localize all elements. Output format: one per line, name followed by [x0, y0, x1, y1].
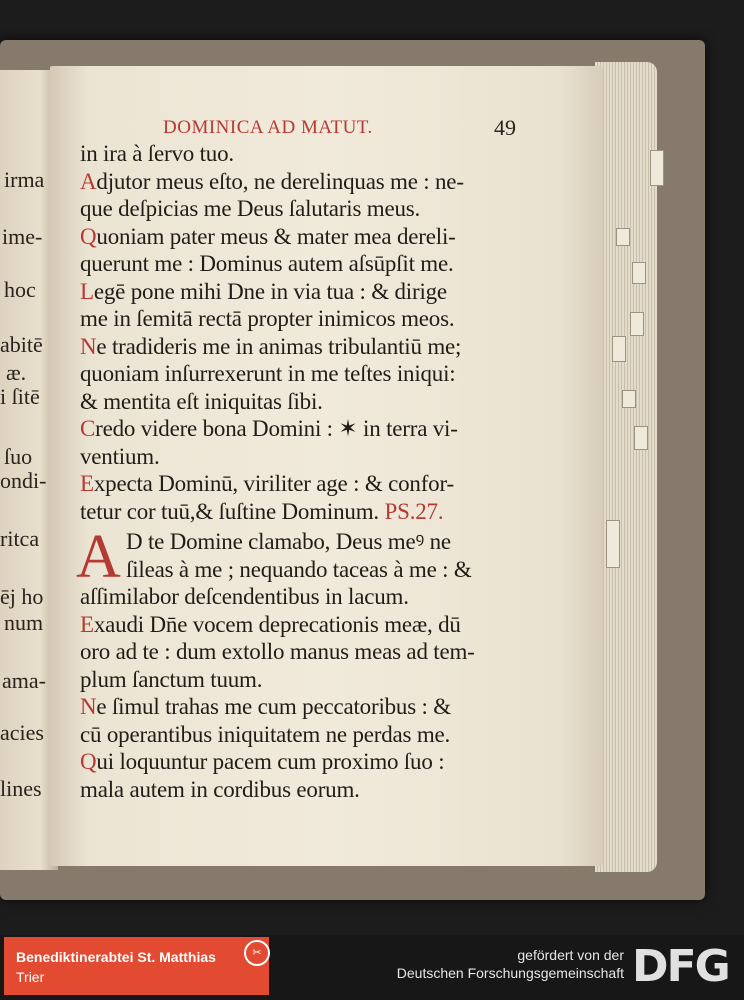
page-tab [634, 426, 648, 450]
page-tab [612, 336, 626, 362]
initial: L [80, 278, 94, 304]
initial: N [80, 333, 97, 359]
left-page-fragment: acies [0, 720, 44, 745]
text-line: Exaudi Dn̄e vocem deprecationis meæ, dū [80, 611, 461, 637]
text-line: mala autem in cordibus eorum. [80, 776, 360, 802]
page-tab [632, 262, 646, 284]
text-line: aſſimilabor deſcendentibus in lacum. [80, 584, 409, 609]
text-line: quoniam inſurrexerunt in me teſtes iniqui: [80, 361, 456, 386]
text-line: ſileas à me ; nequando taceas à me : & [126, 556, 472, 582]
left-page-fragment: irma [4, 167, 45, 192]
text-line: Ne tradideris me in animas tribulantiū me; [80, 333, 462, 359]
text-line: Ne ſimul trahas me cum peccatoribus : & [80, 694, 451, 719]
text-line: ventium. [80, 443, 160, 469]
text-line: Expecta Dominū, viriliter age : & confor- [80, 471, 454, 496]
page-tab [606, 520, 620, 568]
page-tab [650, 150, 664, 186]
left-page-fragment: ſuo [4, 444, 33, 469]
text-line: Adjutor meus eſto, ne derelinquas me : ne- [80, 168, 464, 194]
left-page-fragment: lines [0, 776, 42, 801]
initial: C [80, 416, 96, 441]
text-line: cū operantibus iniquitatem ne perdas me. [80, 721, 451, 747]
left-page-fragment: abitē [0, 332, 43, 357]
institution-city: Trier [16, 969, 45, 985]
psalm-reference: PS.27. [384, 498, 444, 524]
running-header: DOMINICA AD MATUT. [163, 117, 373, 138]
text-line: oro ad te : dum extollo manus meas ad tem- [80, 639, 475, 664]
page-tab [630, 312, 644, 336]
text-line: me in ſemitā rectā propter inimicos meos. [80, 306, 455, 331]
text-line: Quoniam pater meus & mater mea dereli- [80, 223, 456, 249]
drop-cap: A [76, 523, 121, 591]
page-tab [616, 228, 630, 246]
dfg-logo[interactable]: DFG [632, 941, 729, 992]
text-line: A D te Domine clamabo, Deus meꝰ ne [76, 523, 451, 591]
left-page-fragment: ēj ho [0, 584, 44, 609]
initial: E [80, 471, 94, 496]
page-edges [595, 62, 657, 872]
text-line: Qui loquuntur pacem cum proximo ſuo : [80, 749, 445, 774]
text-line: Credo videre bona Domini : ✶ in terra vi- [80, 416, 458, 441]
text-line: plum ſanctum tuum. [80, 666, 263, 692]
left-page-fragment: æ. [6, 360, 27, 385]
institution-badge[interactable] [4, 937, 269, 995]
left-page-fragment: num [4, 610, 44, 635]
funding-line-1: gefördert von der [517, 947, 624, 963]
institution-logo-icon: ✂ [244, 940, 270, 966]
left-page-fragment: hoc [4, 277, 36, 302]
text-line: tetur cor tuū,& ſuſtine Dominum. PS.27. [80, 498, 444, 524]
text-line: Legē pone mihi Dne in via tua : & dirige [80, 278, 447, 304]
text-line: querunt me : Dominus autem aſsūpſit me. [80, 251, 454, 276]
page-number: 49 [494, 115, 516, 140]
initial: N [80, 694, 97, 719]
left-page-fragment: i ſitē [0, 384, 40, 409]
text-line: que deſpicias me Deus ſalutaris meus. [80, 196, 421, 221]
funding-line-2: Deutschen Forschungsgemeinschaft [396, 965, 624, 981]
left-page-fragment: ama- [2, 668, 46, 693]
left-page-fragment: ritca [0, 526, 40, 551]
initial: A [80, 168, 97, 194]
text-line: in ira à ſervo tuo. [80, 141, 234, 166]
initial: Q [80, 223, 97, 249]
left-page-fragment: ime- [2, 224, 43, 249]
initial: E [80, 611, 94, 637]
liturgical-text [76, 140, 530, 803]
institution-name[interactable]: Benediktinerabtei St. Matthias [16, 949, 216, 965]
page-tab [622, 390, 636, 408]
text-line: & mentita eſt iniquitas ſibi. [80, 388, 323, 414]
left-page-fragment: ondi- [0, 468, 47, 493]
initial: Q [80, 749, 97, 774]
